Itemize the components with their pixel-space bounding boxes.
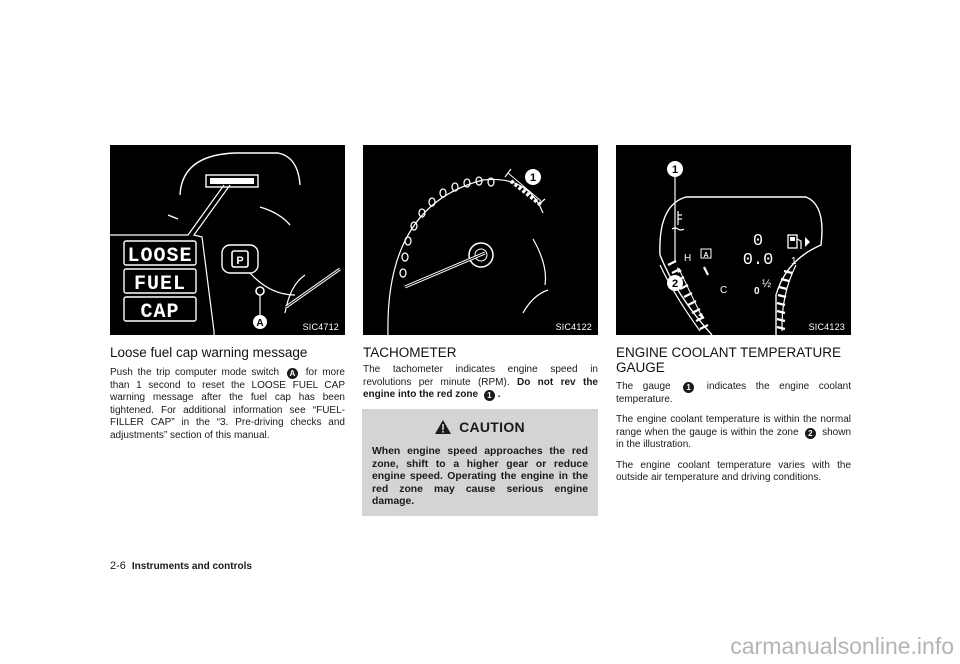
section-title: TACHOMETER	[363, 345, 457, 360]
ref-2-badge: 2	[805, 428, 816, 439]
red-zone-callout: 1	[529, 172, 537, 184]
paragraph-normal-range: The engine coolant temperature is within the normal range when the gauge is within the zone 2 shown in the illustration.	[616, 414, 851, 450]
odometer-digit: 0	[752, 232, 764, 251]
svg-text:P: P	[236, 255, 244, 267]
fuel-cap-illustration	[110, 145, 345, 335]
section-fuel-cap	[110, 345, 345, 442]
figure-id: SIC4123	[808, 322, 845, 332]
watermark: carmanualsonline.info	[730, 633, 954, 659]
fuel-half-label: ½	[762, 278, 772, 290]
paragraph-conditions: The engine coolant temperature varies with the outside air temperature and driving conditions.	[616, 459, 851, 483]
figure-tachometer	[363, 145, 598, 335]
section-tachometer	[363, 345, 598, 402]
fuel-full-label: 1	[791, 256, 797, 267]
cap-display: CAP	[140, 301, 180, 324]
warning-text: Do not rev the engine into the red zone	[363, 376, 598, 400]
caution-text: When engine speed approaches the red zone, shift to a higher gear or reduce engine speed. Operating the engine in the red zone may cause serious engine damage.	[372, 446, 588, 508]
figure-id: SIC4122	[555, 322, 592, 332]
zone-callout: 2	[671, 278, 679, 290]
section-coolant	[616, 345, 851, 485]
figure-fuel-cap-warning	[110, 145, 345, 335]
warning-triangle-icon	[435, 420, 451, 434]
section-body: Push the trip computer mode switch A for more than 1 second to reset the LOOSE FUEL CAP warning message after the fuel cap has been tightened. For additional information see “FUEL-FILLER CAP” in the “3. Pre-driving checks and adjustments” section of this manual.	[110, 367, 345, 441]
section-title: Loose fuel cap warning message	[110, 345, 308, 360]
figure-id: SIC4712	[302, 322, 339, 332]
caution-box	[362, 409, 598, 516]
hot-label: H	[684, 253, 692, 264]
ref-a-badge: A	[287, 368, 298, 379]
caution-heading: CAUTION	[362, 419, 598, 435]
ref-1-badge: 1	[484, 390, 495, 401]
switch-a-callout: A	[256, 318, 264, 329]
gauge-callout: 1	[671, 164, 679, 176]
ref-1-badge: 1	[683, 382, 694, 393]
tachometer-illustration	[363, 145, 598, 335]
trip-mode-label: A	[703, 252, 709, 259]
trip-digits: 0.0	[742, 251, 774, 270]
chapter-title: Instruments and controls	[131, 561, 252, 572]
figure-coolant-gauge	[616, 145, 851, 335]
section-title: ENGINE COOLANT TEMPERATURE GAUGE	[616, 345, 842, 375]
page-footer	[110, 560, 252, 572]
paragraph-gauge: The gauge 1 indicates the engine coolant temperature.	[616, 381, 852, 405]
section-body: The tachometer indicates engine speed in revolutions per minute (RPM). Do not rev the engine into the red zone 1 .	[363, 364, 598, 400]
fuel-display: FUEL	[133, 273, 187, 296]
fuel-empty-label: 0	[754, 286, 760, 297]
coolant-gauge-illustration	[616, 145, 851, 335]
loose-display: LOOSE	[127, 245, 193, 268]
cold-label: C	[720, 285, 728, 296]
page-number: 2-6	[110, 560, 126, 572]
